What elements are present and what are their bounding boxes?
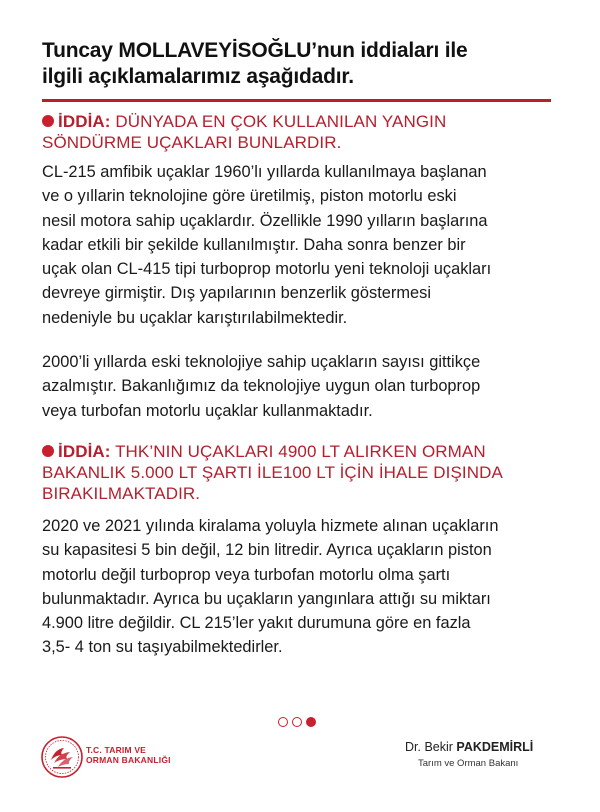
paragraph-line: ve o yıllarin teknolojine göre üretilmiş, piston motorlu eski [42, 187, 457, 206]
claim-line [58, 441, 562, 462]
ministry-logo-icon [40, 735, 84, 779]
claim-line [58, 111, 562, 132]
paragraph-line: motorlu değil turboprop veya turbofan motorlu olma şartı [42, 565, 451, 584]
claim-1 [42, 111, 562, 153]
claim-text: THK’NIN UÇAKLARI 4900 LT ALIRKEN ORMAN [110, 442, 486, 461]
paragraph-line: kadar etkili bir şekilde kullanılmıştır. Daha sonra benzer bir [42, 235, 466, 254]
claim-2 [42, 441, 562, 504]
title-line-2: ilgili açıklamalarımız aşağıdadır. [42, 65, 354, 88]
paragraph-line: 2020 ve 2021 yılında kiralama yoluyla hizmete alınan uçakların [42, 517, 499, 535]
claim-bullet-icon [42, 115, 54, 127]
paragraph-line: veya turbofan motorlu uçaklar kullanmaktadır. [42, 401, 373, 420]
page-title [42, 38, 522, 90]
signature-first: Dr. Bekir [405, 740, 457, 754]
ministry-line: ORMAN BAKANLIĞI [86, 755, 171, 765]
signature-role: Tarım ve Orman Bakanı [418, 758, 519, 769]
claim-text: BIRAKILMAKTADIR. [42, 484, 201, 503]
paragraph-line: azalmıştır. Bakanlığımız da teknolojiye uygun olan turboprop [42, 377, 481, 396]
claim-label: İDDİA: [58, 442, 111, 461]
claim-label: İDDİA: [58, 112, 111, 131]
paragraph-1 [42, 160, 572, 330]
paragraph-line: nedeniyle bu uçaklar karıştırılabilmektedir. [42, 308, 348, 327]
page-dot-3-active[interactable] [306, 717, 316, 727]
paragraph-3 [42, 514, 572, 660]
paragraph-line: uçak olan CL-415 tipi turboprop motorlu yeni teknoloji uçakları [42, 260, 492, 279]
paragraph-line: 3,5- 4 ton su taşıyabilmektedirler. [42, 638, 283, 657]
signature-name [405, 740, 533, 754]
pagination-dots [278, 717, 316, 731]
page-dot-2[interactable] [292, 717, 302, 727]
paragraph-line: CL-215 amfibik uçaklar 1960’lı yıllarda kullanılmaya başlanan [42, 163, 487, 181]
signature-last: PAKDEMİRLİ [456, 740, 534, 754]
paragraph-line: nesil motora sahip uçaklardır. Özellikle 1990 yılların başlarına [42, 211, 488, 230]
ministry-line: T.C. TARIM VE [86, 745, 147, 755]
title-divider [42, 99, 551, 102]
paragraph-2 [42, 350, 572, 423]
title-line-1: Tuncay MOLLAVEYİSOĞLU’nun iddiaları ile [42, 39, 468, 62]
paragraph-line: bulunmaktadır. Ayrıca bu uçakların yangınlara attığı su miktarı [42, 589, 491, 608]
ministry-name [86, 745, 171, 765]
claim-text: BAKANLIK 5.000 LT ŞARTI İLE100 LT İÇİN İHALE DIŞINDA [42, 463, 503, 482]
paragraph-line: devreye girmiştir. Dış yapılarının benzerlik göstermesi [42, 284, 431, 303]
claim-text: SÖNDÜRME UÇAKLARI BUNLARDIR. [42, 133, 342, 152]
claim-bullet-icon [42, 445, 54, 457]
paragraph-line: 2000’li yıllarda eski teknolojiye sahip uçakların sayısı gittikçe [42, 353, 481, 371]
paragraph-line: 4.900 litre değildir. CL 215’ler yakıt durumuna göre en fazla [42, 614, 471, 633]
paragraph-line: su kapasitesi 5 bin değil, 12 bin litredir. Ayrıca uçakların piston [42, 541, 492, 560]
page-dot-1[interactable] [278, 717, 288, 727]
claim-text: DÜNYADA EN ÇOK KULLANILAN YANGIN [110, 112, 447, 131]
